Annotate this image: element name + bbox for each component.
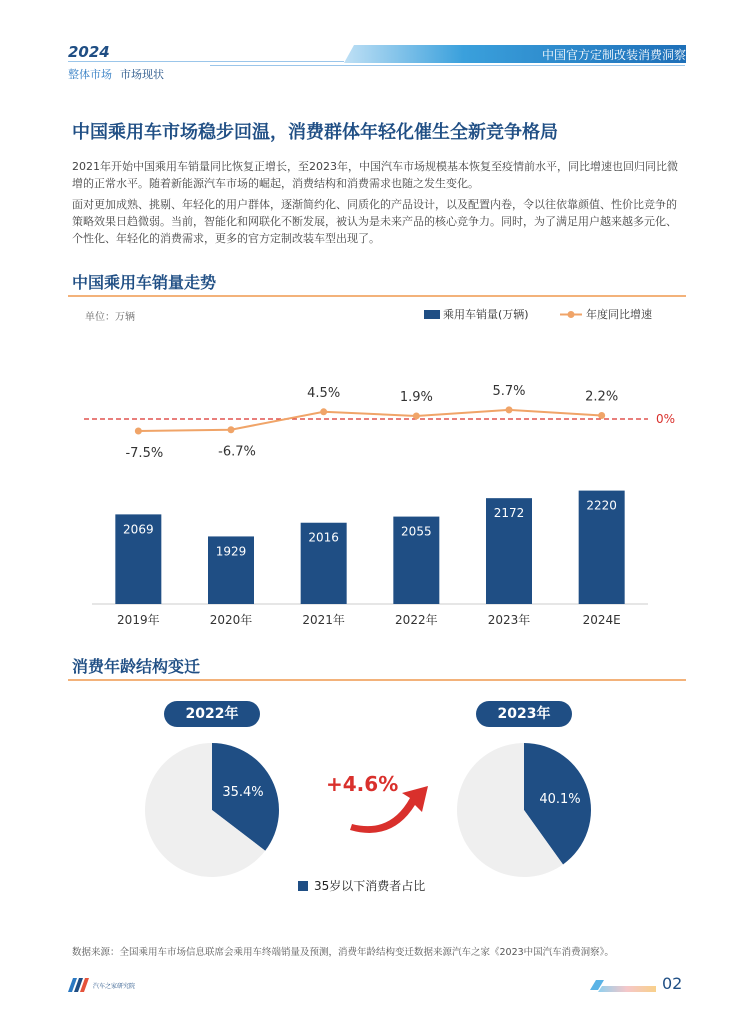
legend-swatch [298, 881, 308, 891]
bar-value-label: 2055 [401, 524, 432, 539]
growth-value-label: -6.7% [218, 444, 256, 460]
breadcrumb-item-current: 市场现状 [120, 68, 164, 81]
section-title: 中国乘用车销量走势 [72, 273, 217, 292]
x-tick-label: 2023年 [487, 613, 531, 627]
legend-label: 35岁以下消费者占比 [314, 879, 426, 893]
bar-value-label: 1929 [215, 544, 247, 559]
x-tick-label: 2022年 [395, 613, 438, 627]
growth-value-label: -7.5% [125, 446, 164, 461]
section-divider [68, 679, 686, 681]
growth-point [320, 408, 327, 415]
data-source: 数据来源：全国乘用车市场信息联席会乘用车终端销量及预测，消费年龄结构变迁数据来源汽车之家《2023中国汽车消费洞察》。 [72, 947, 614, 958]
intro-paragraph: 2021年开始中国乘用车销量同比恢复正增长，至2023年，中国汽车市场规模基本恢复至疫情前水平，同比增速也回归同比微增的正常水平。随着新能源汽车市场的崛起，消费结构和消费需求也随之发生变化。 [72, 160, 678, 190]
x-tick-label: 2021年 [302, 613, 345, 627]
bar-value-label: 2220 [586, 498, 617, 513]
x-tick-label: 2024E [582, 613, 621, 627]
breadcrumb-item: 整体市场 [68, 68, 112, 81]
growth-point [135, 428, 142, 435]
legend-label: 年度同比增速 [586, 308, 652, 321]
pie-title-2022: 2022年 [164, 701, 260, 727]
delta-label: +4.6% [326, 772, 399, 796]
legend-label: 乘用车销量(万辆) [443, 308, 529, 321]
zero-reference-label: 0% [656, 412, 676, 426]
bar-value-label: 2172 [493, 506, 525, 521]
growth-value-label: 2.2% [585, 389, 619, 405]
growth-value-label: 5.7% [492, 383, 526, 399]
page-decoration [590, 980, 656, 996]
x-tick-label: 2019年 [117, 613, 160, 627]
report-title: 中国官方定制改装消费洞察 [541, 48, 686, 62]
bar-value-label: 2016 [308, 530, 339, 545]
growth-line [138, 410, 601, 431]
bar-value-label: 2069 [123, 522, 154, 537]
pie-title-2023: 2023年 [476, 701, 572, 727]
growth-point [228, 426, 235, 433]
page-title: 中国乘用车市场稳步回温，消费群体年轻化催生全新竞争格局 [72, 122, 558, 143]
growth-value-label: 4.5% [307, 385, 341, 401]
growth-point [598, 412, 605, 419]
pie-value-label: 35.4% [222, 785, 264, 800]
x-tick-label: 2020年 [209, 613, 253, 627]
logo-icon [68, 978, 90, 992]
growth-point [413, 412, 420, 419]
pie-value-label: 40.1% [539, 792, 581, 807]
pie-legend [298, 877, 425, 894]
intro-paragraph: 面对更加成熟、挑剔、年轻化的用户群体，逐渐简约化、同质化的产品设计，以及配置内卷，令以往依靠颜值、性价比竞争的策略效果日趋微弱。当前，智能化和网联化不断发展，被认为是未来产品的核心竞争力。同时，为了满足用户越来越多元化、个性化、年轻化的消费需求，更多的官方定制改装车型出现了。 [72, 198, 677, 245]
growth-value-label: 1.9% [399, 389, 433, 405]
unit-label: 单位：万辆 [85, 312, 135, 323]
section-title: 消费年龄结构变迁 [72, 657, 201, 676]
logo [68, 978, 135, 992]
logo-text: 汽车之家研究院 [93, 982, 136, 990]
page-number: 02 [662, 974, 683, 993]
report-year: 2024 [68, 43, 110, 61]
growth-point [506, 406, 513, 413]
